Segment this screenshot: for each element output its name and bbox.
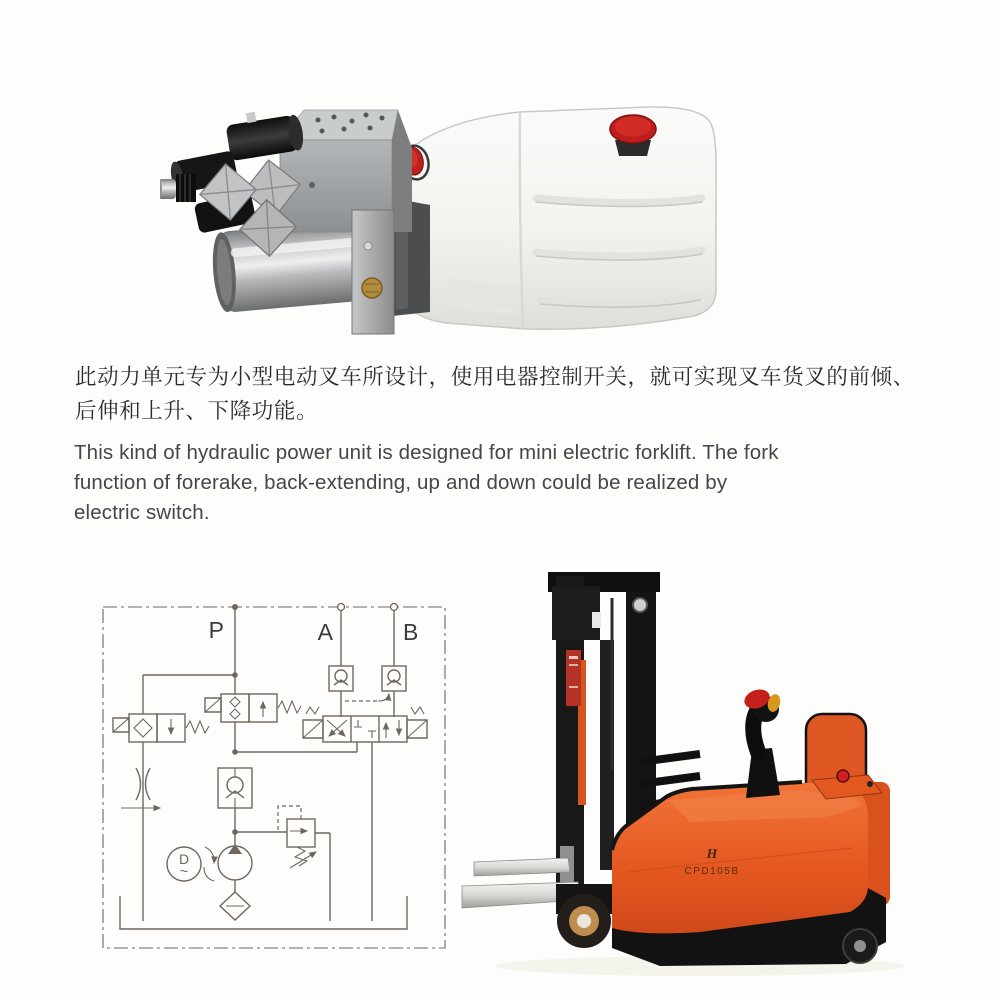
pilot-check-valve-b xyxy=(382,666,406,691)
description-en-line2: function of forerake, back-extending, up and down could be realized by xyxy=(74,471,728,494)
oil-tank xyxy=(399,107,716,329)
tiller-joystick xyxy=(742,686,782,798)
rotation-arrow xyxy=(205,847,214,863)
port-a-label: A xyxy=(317,619,333,645)
logo-mark: H xyxy=(706,847,718,862)
adjustable-restrictor xyxy=(121,768,160,808)
knurled-nut xyxy=(160,174,196,202)
motor-letter: D xyxy=(178,851,190,867)
sheave-hole xyxy=(633,598,647,612)
front-port-hole xyxy=(309,182,315,188)
model-text: CPD105B xyxy=(684,866,740,877)
rear-wheel xyxy=(843,929,877,963)
check-valve xyxy=(218,768,252,846)
suction-filter xyxy=(220,892,250,920)
head-notch xyxy=(592,612,601,628)
forklift-illustration xyxy=(455,550,905,990)
description-en-line3: electric switch. xyxy=(74,501,210,524)
pilot-arrow xyxy=(378,694,389,701)
description-cn-line1: 此动力单元专为小型电动叉车所设计，使用电器控制开关，就可实现叉车货叉的前倾、 xyxy=(75,365,915,389)
pilot-check-valve-a xyxy=(329,666,353,691)
b-line xyxy=(391,604,398,718)
power-unit-photo xyxy=(160,95,730,350)
forklift-photo xyxy=(455,550,905,990)
directional-valve-4-3 xyxy=(303,707,427,921)
front-wheel xyxy=(556,884,614,948)
a-line xyxy=(338,604,345,718)
rotation-arrow-2 xyxy=(204,867,214,881)
solenoid-valve-main xyxy=(205,694,357,755)
fork-tine-upper xyxy=(474,858,570,876)
solenoid-valve-lowering xyxy=(113,714,209,921)
electric-motor xyxy=(167,847,214,881)
hydraulic-circuit-diagram xyxy=(88,583,460,968)
description-cn xyxy=(75,360,945,428)
power-unit-illustration xyxy=(160,95,730,350)
port-p-label: P xyxy=(208,617,224,643)
emergency-button xyxy=(837,770,849,782)
port-b-label: B xyxy=(403,619,419,645)
brass-plug xyxy=(362,278,382,298)
mounting-plate xyxy=(352,210,394,334)
description-cn-line2: 后伸和上升、下降功能。 xyxy=(75,399,319,423)
motor-cylinder xyxy=(210,220,373,313)
description-en-line1: This kind of hydraulic power unit is designed for mini electric forklift. The fork xyxy=(74,441,779,464)
key-switch xyxy=(867,781,873,787)
motor-wave: ~ xyxy=(179,863,189,879)
description-en xyxy=(74,438,954,528)
tank-symbol xyxy=(120,896,407,929)
gear-pump xyxy=(218,844,252,892)
circuit-schematic xyxy=(88,583,460,968)
relief-valve xyxy=(235,806,330,921)
